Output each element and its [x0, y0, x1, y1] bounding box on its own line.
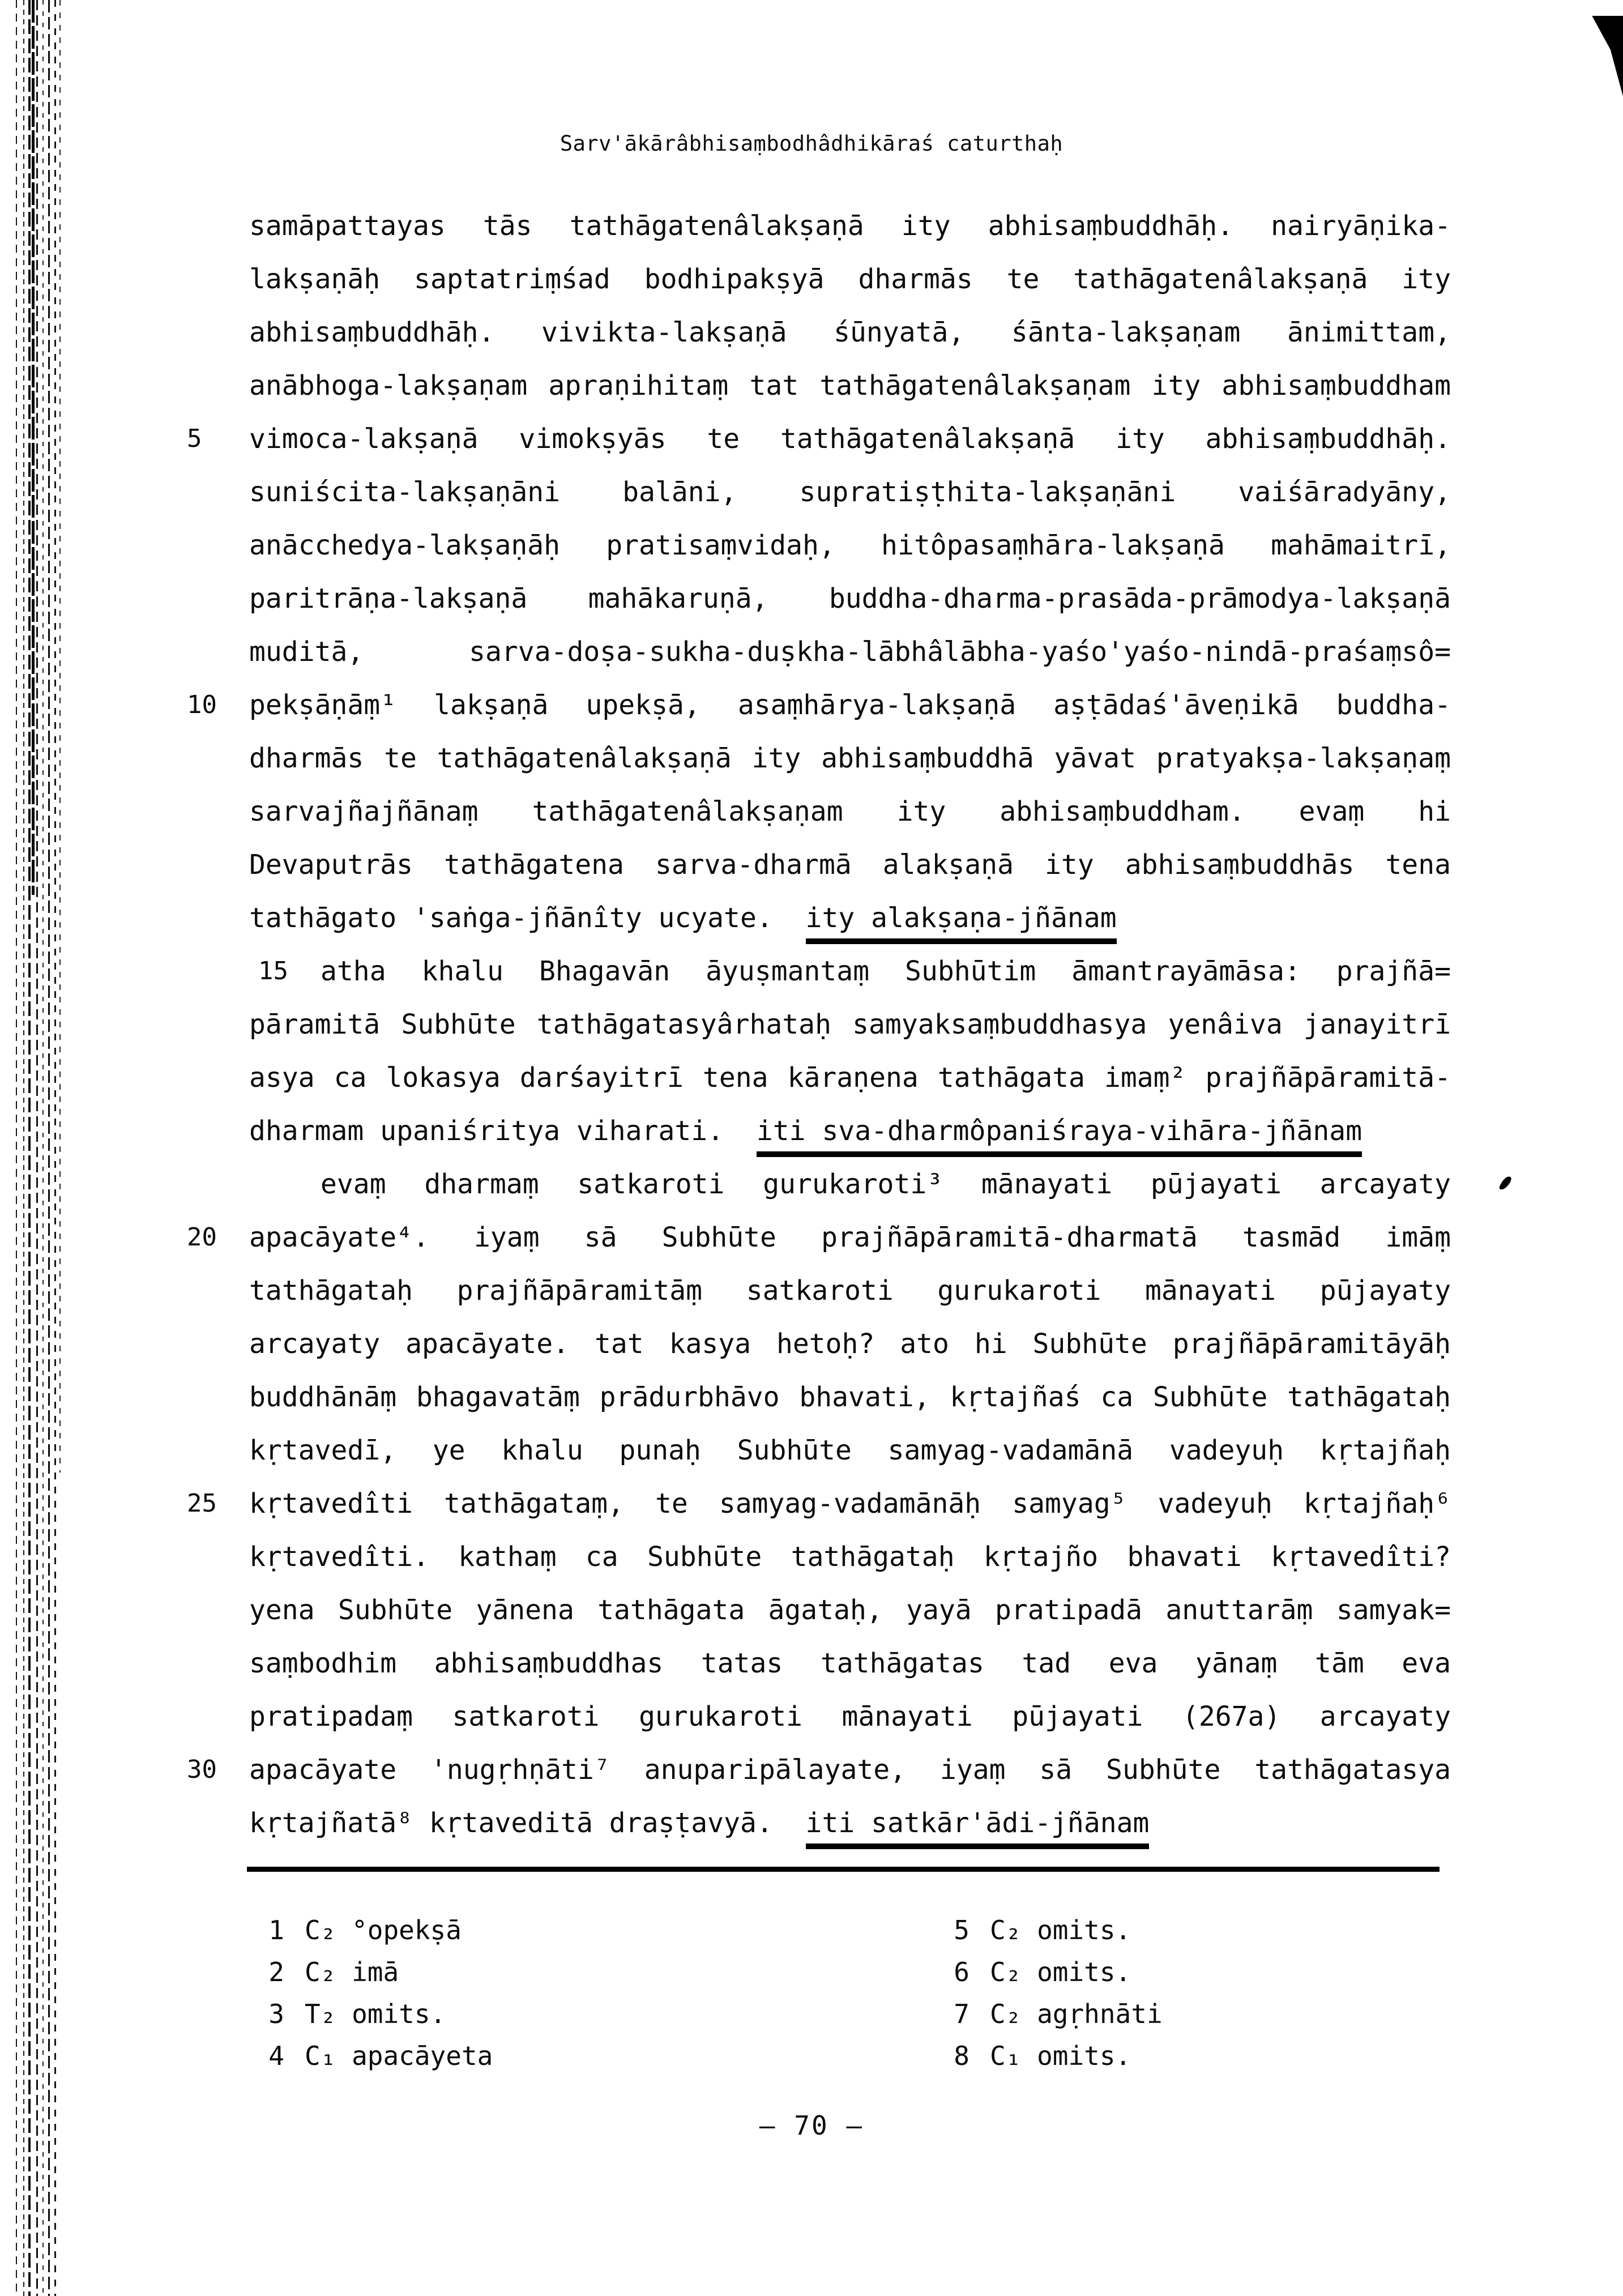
footnote-text: C₁ omits.	[990, 2041, 1131, 2071]
text-line	[249, 794, 1451, 829]
line-text: vimoca-lakṣaṇā vimokṣyās te tathāgatenâlakṣaṇā ity abhisaṃbuddhāḥ.	[249, 423, 1451, 455]
scan-streak	[36, 0, 38, 2296]
line-text: dharmam upaniśritya viharati.	[249, 1115, 757, 1147]
line-text: dharmās te tathāgatenâlakṣaṇā ity abhisaṃbuddhā yāvat pratyakṣa-lakṣaṇaṃ	[249, 742, 1451, 774]
footnote-text: C₂ omits.	[990, 1915, 1131, 1945]
footnote-text: C₂ °opekṣā	[305, 1915, 462, 1945]
line-text: Devaputrās tathāgatena sarva-dharmā alakṣaṇā ity abhisaṃbuddhās tena	[249, 849, 1451, 881]
text-line	[249, 847, 1451, 882]
stray-ink-mark	[1498, 1175, 1513, 1190]
text-line	[187, 421, 1451, 456]
line-text: anābhoga-lakṣaṇam apraṇihitaṃ tat tathāgatenâlakṣaṇam ity abhisaṃbuddham	[249, 370, 1451, 402]
footnote-number: 2	[268, 1957, 284, 1987]
line-text: lakṣaṇāḥ saptatriṃśad bodhipakṣyā dharmās te tathāgatenâlakṣaṇā ity	[249, 263, 1451, 295]
line-text: asya ca lokasya darśayitrī tena kāraṇena tathāgata imaṃ² prajñāpāramitā-	[249, 1062, 1451, 1094]
footnote-text: C₁ apacāyeta	[305, 2041, 493, 2071]
footnote-text: T₂ omits.	[305, 1999, 446, 2029]
line-text: abhisaṃbuddhāḥ. vivikta-lakṣaṇā śūnyatā, śānta-lakṣaṇam ānimittam,	[249, 317, 1451, 348]
text-line	[249, 262, 1451, 297]
footnote-text: C₂ agṛhnāti	[990, 1999, 1163, 2029]
footnote-number: 1	[268, 1915, 284, 1945]
margin-line-number: 10	[187, 690, 217, 719]
scan-streak	[59, 0, 61, 1473]
underlined-phrase: ity alakṣaṇa-jñānam	[806, 902, 1117, 944]
text-line	[249, 528, 1451, 563]
footnote-text: C₂ imā	[305, 1957, 399, 1987]
line-text: kṛtavedī, ye khalu punaḥ Subhūte samyag-vadamānā vadeyuḥ kṛtajñaḥ	[249, 1435, 1451, 1466]
footnote	[941, 1997, 1163, 2031]
margin-line-number: 5	[187, 424, 202, 453]
scan-streak	[54, 0, 56, 2296]
text-line	[249, 208, 1451, 244]
text-line	[249, 1007, 1451, 1042]
text-line	[249, 634, 1451, 669]
footnote	[941, 2039, 1131, 2073]
margin-line-number: 15	[258, 957, 288, 985]
line-text: kṛtavedîti. kathaṃ ca Subhūte tathāgataḥ kṛtajño bhavati kṛtavedîti?	[249, 1541, 1451, 1573]
text-line	[249, 1539, 1451, 1574]
footnote	[256, 1913, 462, 1947]
line-text: buddhānāṃ bhagavatāṃ prādurbhāvo bhavati, kṛtajñaś ca Subhūte tathāgataḥ	[249, 1381, 1451, 1413]
scan-streak	[42, 0, 44, 2296]
line-text: tathāgato 'saṅga-jñānîty ucyate.	[249, 902, 806, 934]
footnote-rule	[247, 1867, 1440, 1872]
line-text: samāpattayas tās tathāgatenâlakṣaṇā ity abhisaṃbuddhāḥ. nairyāṇika-	[249, 210, 1451, 242]
text-line	[249, 741, 1451, 776]
text-line	[249, 1806, 1451, 1841]
footnote-number: 7	[954, 1999, 969, 2029]
text-line	[249, 1326, 1451, 1362]
scan-streak	[16, 0, 17, 2296]
line-text: apacāyate 'nugṛhṇāti⁷ anuparipālayate, iyaṃ sā Subhūte tathāgatasya	[249, 1754, 1451, 1786]
line-text: saṃbodhim abhisaṃbuddhas tatas tathāgatas tad eva yānaṃ tām eva	[249, 1648, 1451, 1679]
underlined-phrase: iti sva-dharmôpaniśraya-vihāra-jñānam	[757, 1115, 1362, 1157]
left-binding-scan-artifact	[0, 0, 71, 2296]
text-line	[249, 1113, 1451, 1149]
line-text: evaṃ dharmaṃ satkaroti gurukaroti³ mānayati pūjayati arcayaty	[321, 1168, 1451, 1200]
text-line	[187, 1220, 1451, 1255]
line-text: pāramitā Subhūte tathāgatasyârhataḥ samyaksaṃbuddhasya yenâiva janayitrī	[249, 1009, 1451, 1040]
text-line	[249, 1646, 1451, 1681]
text-line	[249, 368, 1451, 403]
line-text: yena Subhūte yānena tathāgata āgataḥ, yayā pratipadā anuttarāṃ samyak=	[249, 1594, 1451, 1626]
line-text: sarvajñajñānaṃ tathāgatenâlakṣaṇam ity abhisaṃbuddham. evaṃ hi	[249, 796, 1451, 827]
text-line	[249, 1380, 1451, 1415]
footnote	[256, 1997, 446, 2031]
text-line	[187, 688, 1451, 723]
page-number: — 70 —	[759, 2110, 864, 2141]
text-line	[249, 954, 1451, 989]
underlined-phrase: iti satkār'ādi-jñānam	[806, 1807, 1150, 1849]
footnote	[941, 1913, 1131, 1947]
margin-line-number: 30	[187, 1755, 217, 1784]
line-text: tathāgataḥ prajñāpāramitāṃ satkaroti gurukaroti mānayati pūjayaty	[249, 1275, 1451, 1307]
footnote-number: 8	[954, 2041, 969, 2071]
running-head-chapter-title: Sarv'ākārâbhisaṃbodhâdhikāraś caturthaḥ	[559, 131, 1064, 156]
line-text: kṛtavedîti tathāgataṃ, te samyag-vadamānāḥ samyag⁵ vadeyuḥ kṛtajñaḥ⁶	[249, 1488, 1451, 1520]
text-line	[187, 1486, 1451, 1521]
line-text: atha khalu Bhagavān āyuṣmantaṃ Subhūtim āmantrayāmāsa: prajñā=	[321, 955, 1451, 987]
text-line	[249, 1167, 1451, 1202]
line-text: pekṣāṇāṃ¹ lakṣaṇā upekṣā, asaṃhārya-lakṣaṇā aṣṭādaś'āveṇikā buddha-	[249, 689, 1451, 721]
footnote-number: 4	[268, 2041, 284, 2071]
scan-streak	[28, 0, 31, 2296]
footnote-number: 3	[268, 1999, 284, 2029]
text-line	[249, 581, 1451, 616]
line-text: paritrāṇa-lakṣaṇā mahākaruṇā, buddha-dharma-prasāda-prāmodya-lakṣaṇā	[249, 583, 1451, 614]
corner-scan-artifact	[1581, 16, 1623, 96]
footnote-number: 6	[954, 1957, 969, 1987]
line-text: kṛtajñatā⁸ kṛtaveditā draṣṭavyā.	[249, 1807, 806, 1839]
text-line	[249, 1060, 1451, 1095]
text-line	[249, 1593, 1451, 1628]
line-text: pratipadaṃ satkaroti gurukaroti mānayati pūjayati (267a) arcayaty	[249, 1701, 1451, 1732]
text-line	[249, 1273, 1451, 1308]
footnote-number: 5	[954, 1915, 969, 1945]
text-line	[187, 1752, 1451, 1787]
footnote	[941, 1955, 1131, 1989]
text-line	[249, 1699, 1451, 1734]
text-line	[249, 901, 1451, 936]
line-text: muditā, sarva-doṣa-sukha-duṣkha-lābhâlābha-yaśo'yaśo-nindā-praśaṃsô=	[249, 636, 1451, 668]
scan-streak	[48, 0, 50, 2296]
footnote	[256, 1955, 399, 1989]
scan-streak	[23, 0, 24, 2296]
line-text: arcayaty apacāyate. tat kasya hetoḥ? ato hi Subhūte prajñāpāramitāyāḥ	[249, 1328, 1451, 1360]
line-text: apacāyate⁴. iyaṃ sā Subhūte prajñāpāramitā-dharmatā tasmād imāṃ	[249, 1222, 1451, 1253]
text-line	[249, 315, 1451, 350]
text-line	[249, 475, 1451, 510]
line-text: anācchedya-lakṣaṇāḥ pratisaṃvidaḥ, hitôpasaṃhāra-lakṣaṇā mahāmaitrī,	[249, 530, 1451, 561]
footnote-text: C₂ omits.	[990, 1957, 1131, 1987]
line-text: suniścita-lakṣaṇāni balāni, supratiṣṭhita-lakṣaṇāni vaiśāradyāny,	[249, 476, 1451, 508]
footnote	[256, 2039, 493, 2073]
text-line	[249, 1433, 1451, 1468]
margin-line-number: 20	[187, 1223, 217, 1252]
margin-line-number: 25	[187, 1489, 217, 1518]
